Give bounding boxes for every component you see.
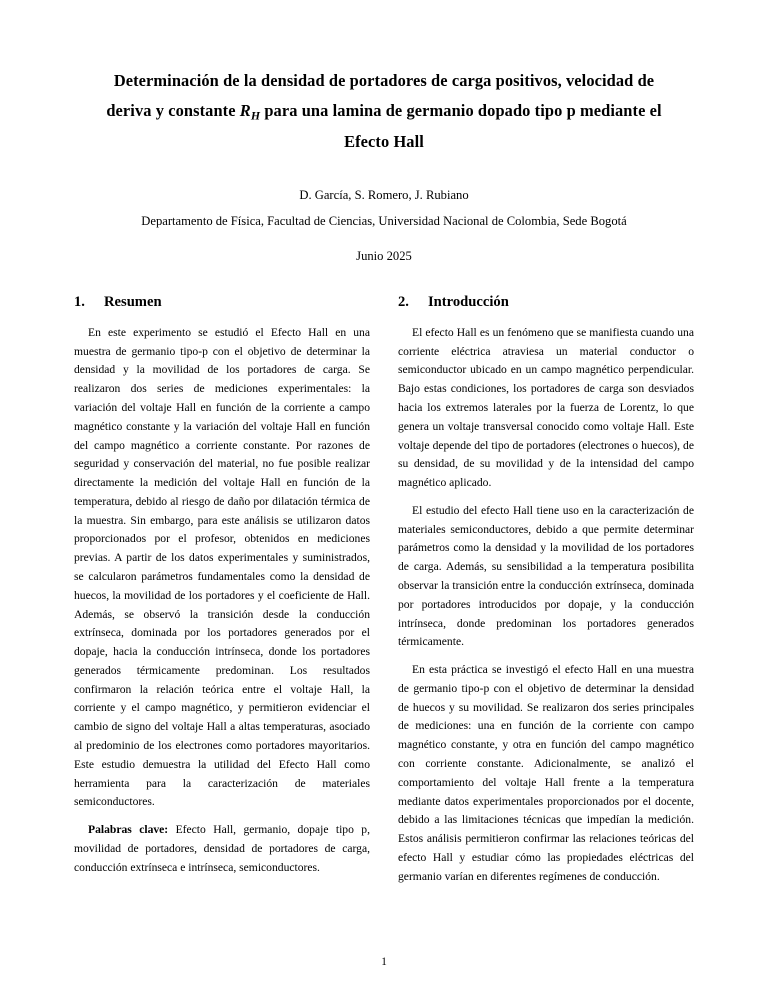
paragraph-resumen-1: En este experimento se estudió el Efecto Hall en una muestra de germanio tipo-p con el objetivo de determinar la densidad y la movilidad de los portadores de carga. Se realizaron dos series de mediciones experimentales: la variación del voltaje Hall en función de la corriente a campo magnético constante y la variación del voltaje Hall en función del campo magnético a corriente constante. Por razones de seguridad y conservación del material, no fue posible realizar directamente la medición del voltaje Hall en función de la temperatura, debido al riesgo de daño por dilatación térmica de la muestra. Sin embargo, para este análisis se utilizaron datos proporcionados por el profesor, obtenidos en mediciones previas. A partir de los datos experimentales y suministrados, se calcularon parámetros fundamentales como la densidad de huecos, la movilidad de los portadores y el coeficiente de Hall. Además, se observó la transición desde la conducción extrínseca, dominada por los portadores generados por el dopaje, hacia la conducción intrínseca, donde los portadores generados térmicamente predominan. Los resultados confirmaron la relación teórica entre el voltaje Hall, la corriente y el campo magnético, y permitieron evidenciar el cambio de signo del voltaje Hall a altas temperaturas, asociado al predominio de los electrones como portadores mayoritarios. Este estudio demuestra la utilidad del Efecto Hall como herramienta para la caracterización de materiales semiconductores. [74, 325, 370, 809]
paragraph-keywords [74, 821, 370, 877]
title-line-2-part-b: para una lamina de germanio dopado tipo p mediante el [260, 101, 662, 121]
two-column-body [74, 294, 694, 896]
section-number-2: 2. [398, 293, 409, 310]
title-line-3: Efecto Hall [344, 132, 424, 152]
title-line-2-part-a: deriva y constante [106, 101, 240, 121]
paragraph-introduccion-3: En esta práctica se investigó el efecto Hall en una muestra de germanio tipo-p con el objetivo de determinar la densidad de huecos y su movilidad. Se realizaron dos series principales de mediciones: una en función de la corriente con campo magnético constante, y otra en función del campo magnético con corriente constante. Adicionalmente, se analizó el comportamiento del voltaje Hall frente a la temperatura mediante datos experimentales proporcionados por el docente, debido a las limitaciones técnicas que impedían la medición. Estos análisis permitieron confirmar las relaciones teóricas del efecto Hall y estudiar cómo las propiedades eléctricas del germanio varían en diferentes regímenes de conducción. [398, 663, 694, 883]
section-number-1: 1. [74, 293, 85, 310]
section-heading-introduccion [398, 294, 694, 311]
author-list: D. García, S. Romero, J. Rubiano [299, 187, 469, 202]
paragraph-introduccion-1: El efecto Hall es un fenómeno que se manifiesta cuando una corriente eléctrica atraviesa un material conductor o semiconductor ubicado en un campo magnético perpendicular. Bajo estas condiciones, los portadores de carga son desviados hacia los extremos laterales por la fuerza de Lorentz, lo que genera un voltaje transversal conocido como voltaje Hall. Este voltaje depende del tipo de portadores (electrones o huecos), de su densidad, de su movilidad y de la intensidad del campo magnético aplicado. [398, 325, 694, 490]
paragraph-introduccion-2: El estudio del efecto Hall tiene uso en la caracterización de materiales semiconductores, debido a que permite determinar parámetros como la densidad y la movilidad de los portadores de carga. Además, su sensibilidad a la temperatura posibilita observar la transición entre la conducción extrínseca, dominada por portadores introducidos por dopaje, y la conducción intrínseca, donde predominan los portadores generados térmicamente. [398, 503, 694, 649]
section-title-2: Introducción [428, 293, 509, 310]
section-title-1: Resumen [104, 293, 162, 310]
title-line-1: Determinación de la densidad de portadores de carga positivos, velocidad de [113, 71, 655, 90]
section-heading-resumen [74, 294, 370, 311]
keywords-text: Efecto Hall, germanio, dopaje tipo p, movilidad de portadores, densidad de portadores de carga, conducción extrínseca e intrínseca, semiconductores. [74, 823, 370, 874]
page-title [80, 66, 688, 158]
affiliation: Departamento de Física, Facultad de Ciencias, Universidad Nacional de Colombia, Sede Bogotá [141, 213, 627, 228]
keywords-label: Palabras clave: [88, 823, 169, 837]
column-left [74, 294, 370, 896]
title-line-2 [80, 96, 688, 127]
symbol-R: R [239, 101, 251, 121]
publication-date: Junio 2025 [356, 248, 412, 263]
symbol-R-subscript: H [250, 108, 261, 123]
page-number: 1 [381, 956, 387, 968]
column-right [398, 294, 694, 896]
